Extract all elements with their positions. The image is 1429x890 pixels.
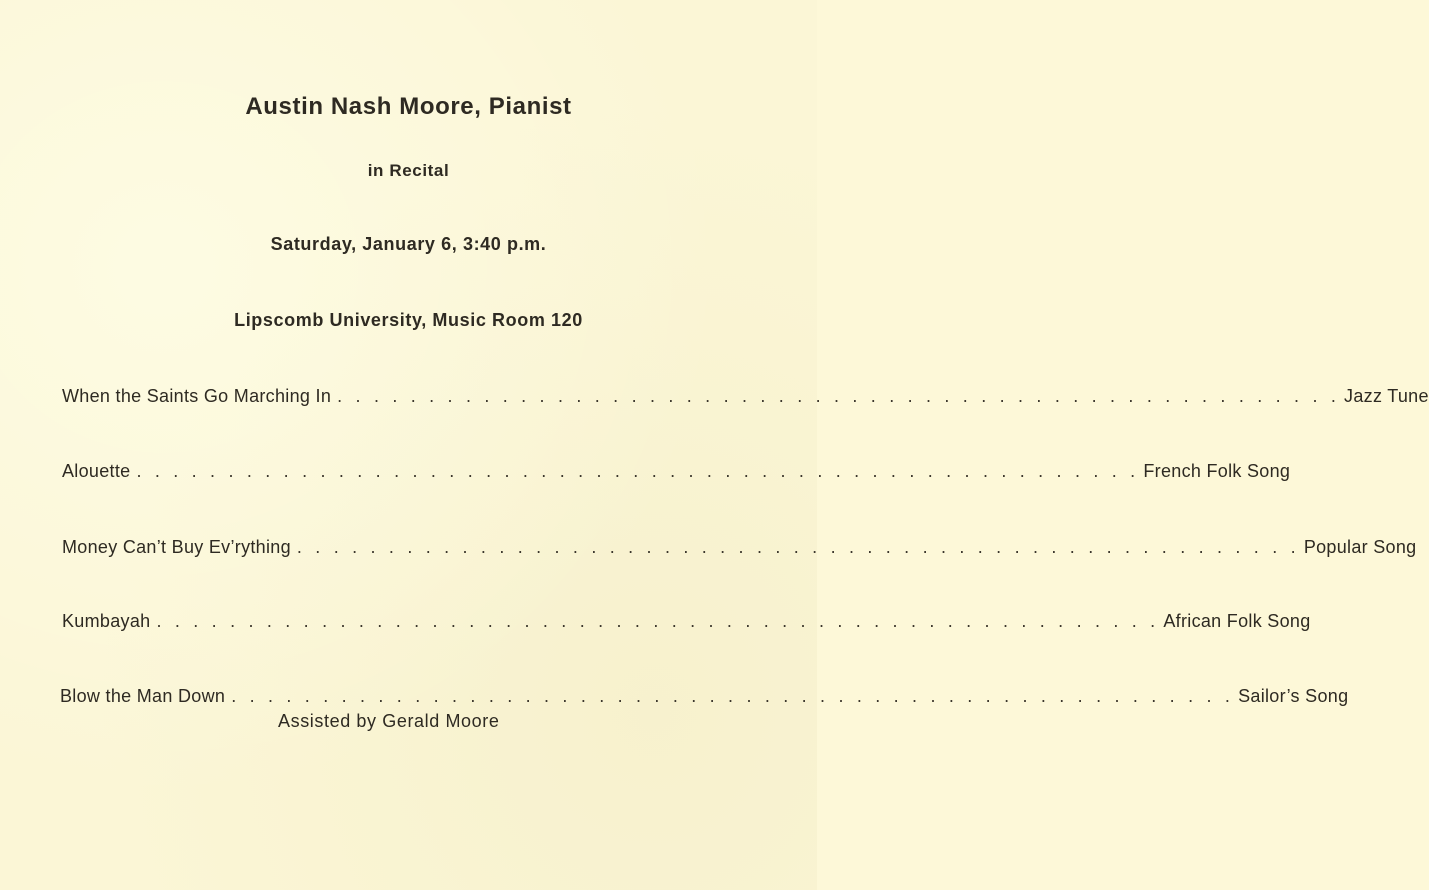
program-item bbox=[62, 537, 1417, 558]
program-title: Austin Nash Moore, Pianist bbox=[245, 93, 572, 120]
piece-title: When the Saints Go Marching In bbox=[62, 386, 332, 406]
dot-leader: . . . . . . . . . . . . . . . . . . . . . . . . . . . . . . . . . . . . . . . . . . . . . . . . . . . . . . . bbox=[337, 386, 1341, 406]
piece-title: Money Can’t Buy Ev’rything bbox=[62, 537, 291, 557]
piece-genre: Jazz Tune bbox=[1344, 386, 1429, 406]
program-item bbox=[62, 611, 1311, 632]
piece-title: Blow the Man Down bbox=[60, 686, 226, 706]
dot-leader: . . . . . . . . . . . . . . . . . . . . . . . . . . . . . . . . . . . . . . . . . . . . . . . . . . . . . . . bbox=[136, 461, 1140, 481]
program-item bbox=[62, 461, 1291, 482]
piece-title: Kumbayah bbox=[62, 611, 151, 631]
program-venue: Lipscomb University, Music Room 120 bbox=[234, 310, 583, 330]
program-item bbox=[60, 686, 1349, 707]
piece-genre: French Folk Song bbox=[1143, 461, 1291, 481]
assisted-by-note: Assisted by Gerald Moore bbox=[278, 711, 500, 731]
program-date: Saturday, January 6, 3:40 p.m. bbox=[270, 234, 547, 254]
piece-genre: African Folk Song bbox=[1163, 611, 1311, 631]
dot-leader: . . . . . . . . . . . . . . . . . . . . . . . . . . . . . . . . . . . . . . . . . . . . . . . . . . . . . . . bbox=[156, 611, 1160, 631]
piece-genre: Popular Song bbox=[1303, 537, 1417, 557]
dot-leader: . . . . . . . . . . . . . . . . . . . . . . . . . . . . . . . . . . . . . . . . . . . . . . . . . . . . . . . bbox=[231, 686, 1235, 706]
program-item bbox=[62, 386, 1429, 407]
program-subtitle: in Recital bbox=[367, 161, 450, 180]
piece-genre: Sailor’s Song bbox=[1238, 686, 1349, 706]
piece-title: Alouette bbox=[62, 461, 131, 481]
dot-leader: . . . . . . . . . . . . . . . . . . . . . . . . . . . . . . . . . . . . . . . . . . . . . . . . . . . . . . . bbox=[296, 537, 1300, 557]
